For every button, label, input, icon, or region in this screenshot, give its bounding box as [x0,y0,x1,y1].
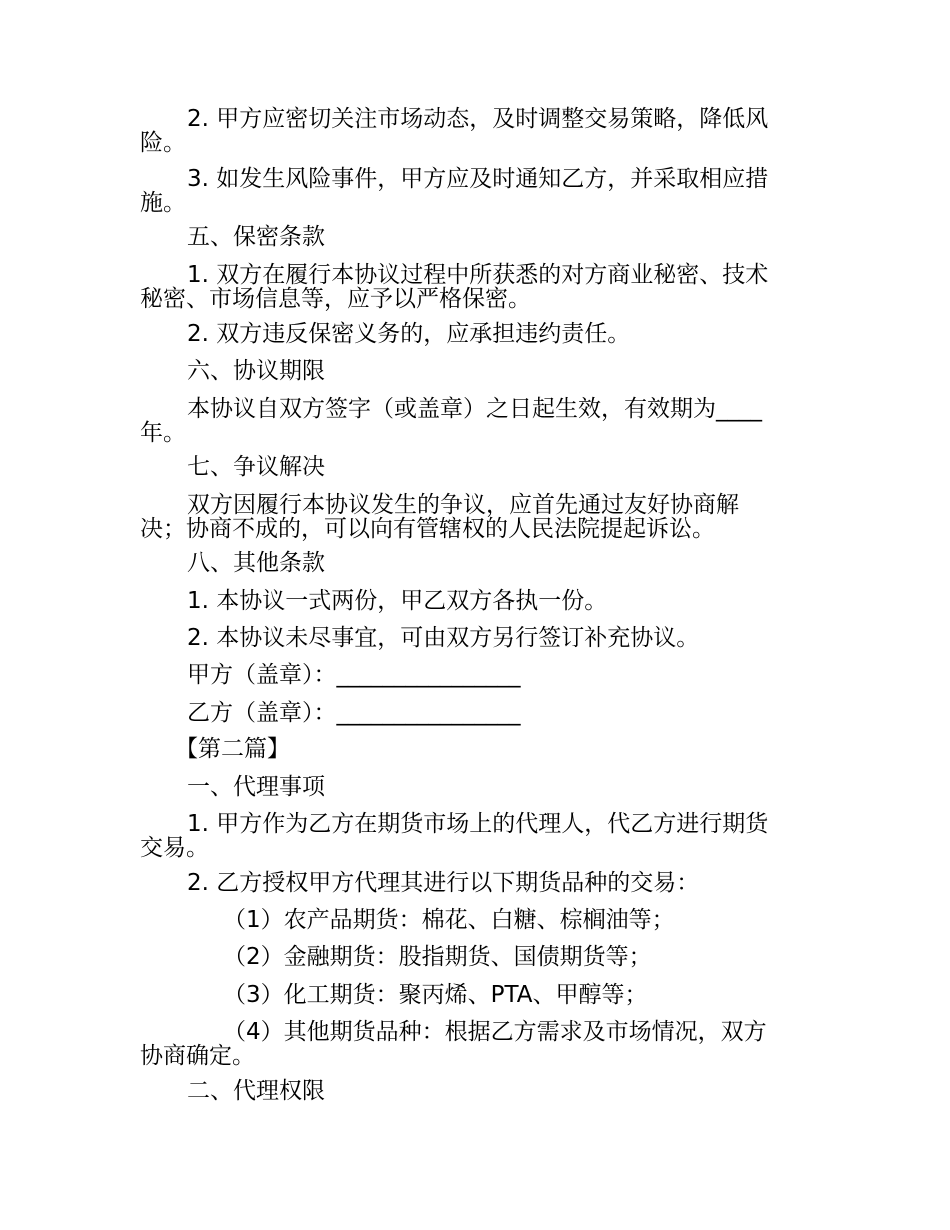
paragraph-line: 1. 甲方作为乙方在期货市场上的代理人，代乙方进行期货 [187,811,769,837]
paragraph-line: 2. 甲方应密切关注市场动态，及时调整交易策略，降低风 [187,106,769,132]
paragraph-line: 交易。 [140,835,209,861]
heading-text: 五、保密条款 [187,224,325,250]
paragraph-line: 施。 [140,190,186,216]
list-item-text: （4）其他期货品种：根据乙方需求及市场情况，双方 [223,1019,767,1045]
heading-text: 【第二篇】 [175,736,290,762]
paragraph-line: 年。 [140,420,186,446]
signature-text: 甲方（盖章）：________________ [187,662,521,688]
list-item-text: （2）金融期货：股指期货、国债期货等； [223,944,652,970]
paragraph-line: 本协议自双方签字（或盖章）之日起生效，有效期为____ [187,396,762,422]
signature-text: 乙方（盖章）：________________ [187,700,521,726]
heading-text: 二、代理权限 [187,1078,325,1104]
list-item-text: 协商确定。 [140,1043,255,1069]
paragraph-line: 1. 双方在履行本协议过程中所获悉的对方商业秘密、技术 [187,262,769,288]
paragraph-line: 2. 双方违反保密义务的，应承担违约责任。 [187,321,631,347]
paragraph-line: 秘密、市场信息等，应予以严格保密。 [140,286,531,312]
paragraph-line: 双方因履行本协议发生的争议，应首先通过友好协商解 [187,492,739,518]
list-item-text: （3）化工期货：聚丙烯、PTA、甲醇等； [223,982,648,1008]
paragraph-line: 决；协商不成的，可以向有管辖权的人民法院提起诉讼。 [140,516,715,542]
paragraph-line: 3. 如发生风险事件，甲方应及时通知乙方，并采取相应措 [187,166,769,192]
heading-text: 一、代理事项 [187,774,325,800]
heading-text: 七、争议解决 [187,454,325,480]
list-item-text: （1）农产品期货：棉花、白糖、棕榈油等； [223,907,675,933]
paragraph-line: 险。 [140,130,186,156]
paragraph-line: 2. 本协议未尽事宜，可由双方另行签订补充协议。 [187,625,700,651]
paragraph-line: 1. 本协议一式两份，甲乙双方各执一份。 [187,588,608,614]
heading-text: 八、其他条款 [187,550,325,576]
paragraph-line: 2. 乙方授权甲方代理其进行以下期货品种的交易： [187,870,700,896]
heading-text: 六、协议期限 [187,358,325,384]
